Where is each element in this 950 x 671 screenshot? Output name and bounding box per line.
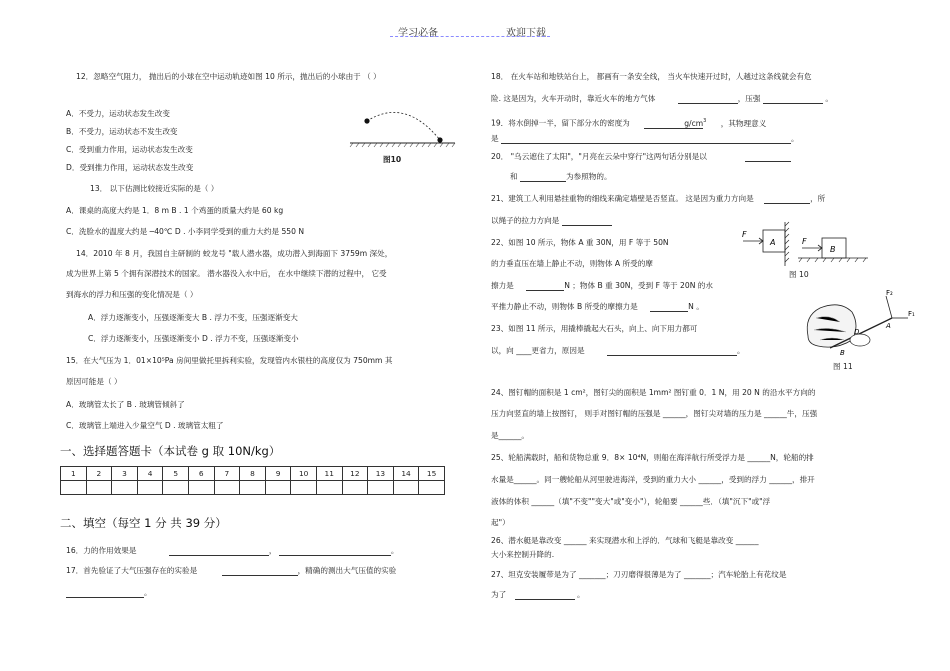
q19-blank-2[interactable] <box>501 135 791 144</box>
fig11-caption: 图 11 <box>833 362 853 371</box>
q18-blank-2[interactable] <box>763 95 823 104</box>
label-f2: F₂ <box>886 289 893 297</box>
q22-text-c: 擦力是 <box>491 281 514 290</box>
question-26-line2: 大小来控制升降的. <box>491 550 555 559</box>
label-a: A <box>886 322 891 330</box>
question-24-line3: 是______。 <box>491 431 529 440</box>
question-20-line2 <box>510 172 612 182</box>
q15-option-cd: C．玻璃管上端进入少量空气 D . 玻璃管太粗了 <box>66 421 224 430</box>
question-13: 13． 以下估测比较接近实际的是（ ） <box>90 184 219 193</box>
q20-text: 20． "乌云遮住了太阳"，"月亮在云朵中穿行"这两句话分别是以 <box>491 152 707 161</box>
q18-text-b: ，压强 <box>737 94 761 103</box>
answer-cell[interactable] <box>342 481 368 495</box>
q13-option-cd: C．洗脸水的温度大约是 ─40℃ D . 小李同学受到的重力大约是 550 N <box>66 227 305 236</box>
q20-text-b: 和 <box>510 172 518 181</box>
answer-cell[interactable] <box>112 481 138 495</box>
card-number: 7 <box>214 467 240 481</box>
answer-cell[interactable] <box>240 481 266 495</box>
q22-blank-1[interactable] <box>526 282 564 291</box>
section-1-title: 一、选择题答题卡（本试卷 g 取 10N/kg） <box>60 444 281 458</box>
rock-shape <box>807 305 856 347</box>
question-26-line1: 26、潜水艇是靠改变 ______ 来实现潜水和上浮的．气球和飞艇是靠改变 ______ <box>491 536 759 545</box>
q16-text: 16．力的作用效果是 <box>66 546 137 555</box>
question-21-line1 <box>491 194 825 204</box>
question-14-line1: 14．2010 年 8 月，我国自主研制的 蛟龙号 "载人潜水器，成功潜入到海面下 3759m 深处， <box>76 249 393 258</box>
floor-hatch <box>799 258 866 262</box>
q14-option-ab: A．浮力逐渐变小，压强逐渐变大 B . 浮力不变，压强逐渐变大 <box>88 313 298 322</box>
label-f1: F₁ <box>908 310 915 318</box>
q22-text-f: N 。 <box>688 302 704 311</box>
card-number: 13 <box>368 467 394 481</box>
answer-cell[interactable] <box>214 481 240 495</box>
answer-cell[interactable] <box>291 481 317 495</box>
q16-blank-2[interactable] <box>279 547 391 556</box>
question-25-line2: 水量是______。同一艘轮船从河里驶进海洋，受到的重力大小 ______，受到的浮力 ______，排开 <box>491 475 815 484</box>
q27-blank[interactable] <box>515 591 575 600</box>
q20-blank-1[interactable] <box>745 153 791 162</box>
question-24-line2: 压力向竖直的墙上按图钉， 则手对图钉帽的压强是 ______，图钉尖对墙的压力是 ______牛，压强 <box>491 409 818 418</box>
card-number: 10 <box>291 467 317 481</box>
answer-cell[interactable] <box>265 481 291 495</box>
answer-card <box>60 466 445 495</box>
question-23-line2: 以，向 ____更省力，原因是 。 <box>491 346 745 355</box>
force-f2-arrow <box>886 296 892 318</box>
card-number: 4 <box>137 467 163 481</box>
ball-start <box>364 118 369 123</box>
q22-text-e: 平推力静止不动，则物体 B 所受的摩擦力是 <box>491 302 638 311</box>
q21-text: 21、建筑工人利用悬挂重物的细线来确定墙壁是否竖直。 这是因为重力方向是 <box>491 194 754 203</box>
q19-text: 19．将水倒掉一半，留下部分水的密度为 <box>491 118 630 128</box>
q21-text-c: 以绳子的拉力方向是 <box>491 216 560 225</box>
header-divider <box>390 36 550 37</box>
answer-cell[interactable] <box>316 481 342 495</box>
question-16: 16．力的作用效果是 ， 。 <box>66 546 399 555</box>
label-a: A <box>770 238 776 247</box>
question-18-line1: 18． 在火车站和地铁站台上， 都画有一条安全线， 当火车快速开过时，人越过这条线就会有危 <box>491 72 812 81</box>
trajectory-figure <box>345 105 460 167</box>
question-27-line2: 为了 。 <box>491 590 585 599</box>
question-18-line2: 险. 这是因为，火车开动时，靠近火车的地方气体 ，压强 。 <box>491 94 833 103</box>
q12-option-b: B．不受力，运动状态不发生改变 <box>66 127 178 136</box>
q20-blank-2[interactable] <box>520 173 566 182</box>
q18-blank-1[interactable] <box>678 95 738 104</box>
label-b: B <box>840 349 845 357</box>
q22-text-d: N ；物体 B 重 30N，受到 F 等于 20N 的水 <box>564 281 713 290</box>
card-number: 15 <box>419 467 445 481</box>
q20-text-c: 为参照物的。 <box>566 172 612 181</box>
q19-text-c: 是 <box>491 134 499 143</box>
fulcrum-stone <box>850 334 870 346</box>
q17-text-b: ，精确的测出大气压值的实验 <box>297 566 397 575</box>
question-12: 12．忽略空气阻力， 抛出后的小球在空中运动轨迹如图 10 所示，抛出后的小球由于 （ ） <box>76 72 381 81</box>
q21-text-b: ，所 <box>810 194 826 203</box>
card-number: 14 <box>393 467 419 481</box>
label-b: B <box>830 245 836 254</box>
question-14-line2: 成为世界上第 5 个拥有深潜技术的国家。 潜水器没入水中后， 在水中继续下潜的过程中， 它受 <box>66 269 387 278</box>
trajectory-path <box>367 112 440 140</box>
q16-blank-1[interactable] <box>169 547 269 556</box>
q19-blank-1[interactable] <box>644 120 684 129</box>
q22-blank-2[interactable] <box>650 303 688 312</box>
q17-blank-1[interactable] <box>222 567 298 576</box>
label-f2: F <box>802 237 807 246</box>
answer-cell[interactable] <box>393 481 419 495</box>
answer-cell[interactable] <box>188 481 214 495</box>
q14-option-cd: C．浮力逐渐变小，压强逐渐变小 D . 浮力不变，压强逐渐变小 <box>88 334 299 343</box>
q13-option-ab: A．课桌的高度大约是 1．8 m B . 1 个鸡蛋的质量大约是 60 kg <box>66 206 284 215</box>
q23-blank[interactable] <box>607 347 737 356</box>
card-number: 1 <box>61 467 87 481</box>
card-number: 12 <box>342 467 368 481</box>
answer-cell[interactable] <box>61 481 87 495</box>
question-17 <box>66 566 396 576</box>
question-19-line2: 是 。 <box>491 134 799 143</box>
q23-text: 以，向 ____更省力，原因是 <box>491 346 585 355</box>
header-left: 学习必备 <box>398 28 438 39</box>
question-19-line1: 19．将水倒掉一半，留下部分水的密度为 $g/cm^3$ ，其物理意义 <box>491 118 767 128</box>
label-d: D <box>854 328 860 336</box>
q12-option-d: D．受到推力作用，运动状态发生改变 <box>66 163 194 172</box>
q12-option-a: A．不受力，运动状态发生改变 <box>66 109 170 118</box>
card-number: 9 <box>265 467 291 481</box>
q12-option-c: C．受到重力作用，运动状态发生改变 <box>66 145 193 154</box>
answer-card-answers <box>61 481 445 495</box>
answer-cell[interactable] <box>86 481 112 495</box>
answer-card-numbers <box>61 467 445 481</box>
q18-text: 险. 这是因为，火车开动时，靠近火车的地方气体 <box>491 94 656 103</box>
question-25-line3: 液体的体积 ______（填"不变""变大"或"变小"），轮船要 ______些．（填"沉下"或"浮 <box>491 497 771 506</box>
ball-end <box>437 137 442 142</box>
question-25-line1: 25、轮船满载时，船和货物总重 9．8× 10⁴N，则船在海洋航行所受浮力是 ______N，轮船的排 <box>491 453 814 462</box>
question-24-line1: 24、图钉帽的面积是 1 cm²，图钉尖的面积是 1mm² 图钉重 0．1 N，用 20 N 的沿水平方向的 <box>491 388 816 397</box>
q21-blank-2[interactable] <box>562 217 612 226</box>
card-number: 11 <box>316 467 342 481</box>
q27-text: 为了 <box>491 590 507 599</box>
q17-line2: 。 <box>66 588 152 598</box>
q21-blank-1[interactable] <box>764 195 810 204</box>
question-23-line1: 23、如图 11 所示，用撬棒撬起大石头，向上、向下用力都可 <box>491 324 698 333</box>
answer-cell[interactable] <box>368 481 394 495</box>
wall-hatch <box>785 222 789 262</box>
question-22-line1: 22、如图 10 所示，物体 A 重 30N，用 F 等于 50N <box>491 238 669 247</box>
question-25-line4: 起"） <box>491 518 510 527</box>
lever-figure <box>800 288 920 360</box>
question-20-line1 <box>491 152 791 162</box>
question-27-line1: 27、坦克安装履带是为了 _______；刀刃磨得很薄是为了 _______；汽车轮胎上有花纹是 <box>491 570 787 579</box>
fig10-label: 图10 <box>383 155 402 164</box>
ground-hatch <box>350 143 455 147</box>
answer-cell[interactable] <box>137 481 163 495</box>
q19-unit: g/cm <box>684 118 704 128</box>
card-number: 3 <box>112 467 138 481</box>
question-22-line3 <box>491 281 713 291</box>
answer-cell[interactable] <box>163 481 189 495</box>
q19-text-b: ，其物理意义 <box>720 118 767 128</box>
section-2-title: 二、填空（每空 1 分 共 39 分） <box>60 516 227 530</box>
question-22-line2: 的力垂直压在墙上静止不动，则物体 A 所受的摩 <box>491 259 653 268</box>
question-15-line2: 原因可能是（ ） <box>66 377 122 386</box>
card-number: 6 <box>188 467 214 481</box>
force-figure <box>740 220 880 282</box>
question-14-line3: 到海水的浮力和压强的变化情况是（ ） <box>66 290 198 299</box>
q15-option-ab: A．玻璃管太长了 B . 玻璃管倾斜了 <box>66 400 185 409</box>
card-number: 2 <box>86 467 112 481</box>
question-15-line1: 15．在大气压为 1．01×10⁵Pa 房间里做托里拆利实验，发现管内水银柱的高度仅为 750mm 其 <box>66 356 393 365</box>
label-f1: F <box>742 230 747 239</box>
question-21-line2 <box>491 216 612 226</box>
header-right: 欢迎下载 <box>506 28 546 39</box>
card-number: 5 <box>163 467 189 481</box>
q17-text: 17．首先验证了大气压强存在的实验是 <box>66 566 198 575</box>
card-number: 8 <box>240 467 266 481</box>
question-22-line4 <box>491 302 704 312</box>
fig10-caption: 图 10 <box>789 270 809 279</box>
q17-blank-2[interactable] <box>66 589 144 598</box>
answer-cell[interactable] <box>419 481 445 495</box>
